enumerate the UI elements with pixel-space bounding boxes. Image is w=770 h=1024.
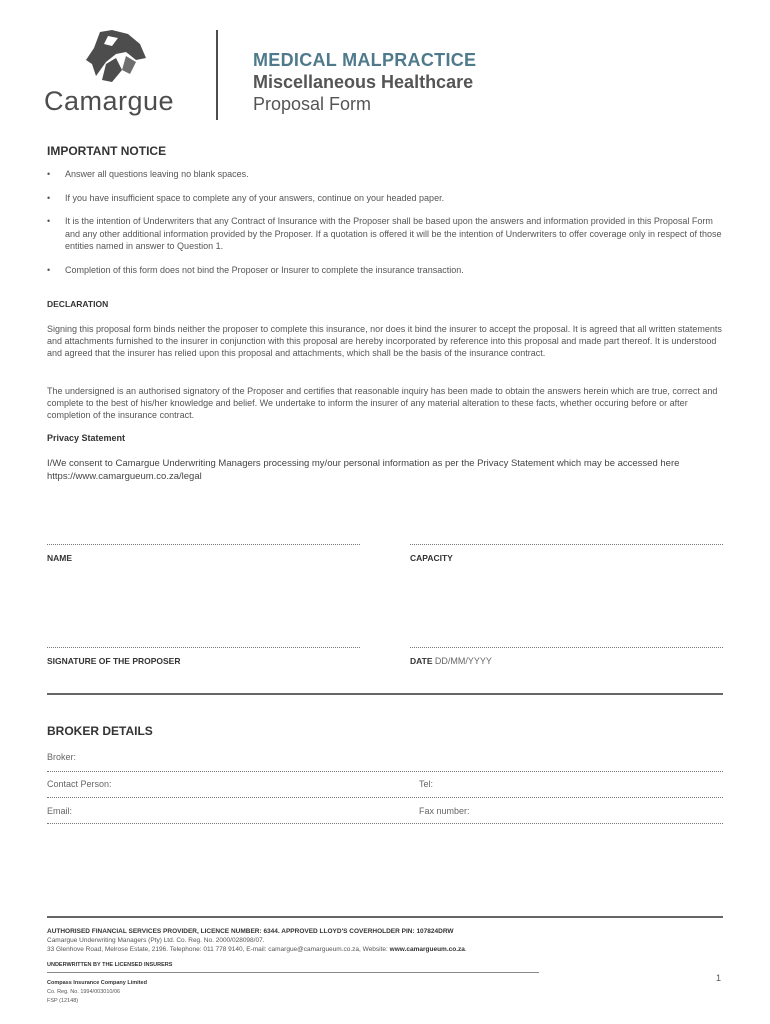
- footer-thin-rule: [47, 972, 539, 973]
- list-item: • It is the intention of Underwriters that any Contract of Insurance with the Proposer shall be based upon the answers and information provided in this Proposal Form and any other additional information provided by the Proposer. If a quotation is offered it will be the intention of Underwriters to offer coverage only in respect of those entities named in answer to Question 1.: [47, 216, 722, 251]
- footer-licence: AUTHORISED FINANCIAL SERVICES PROVIDER, LICENCE NUMBER: 6344. APPROVED LLOYD'S COVERHOLDER PIN: 107824DRW: [47, 928, 454, 935]
- title-medical-malpractice: MEDICAL MALPRACTICE: [253, 50, 477, 70]
- capacity-label: CAPACITY: [410, 553, 453, 563]
- signature-field[interactable]: [47, 647, 360, 648]
- footer-underwritten: UNDERWRITTEN BY THE LICENSED INSURERS: [47, 962, 173, 968]
- section-divider: [47, 693, 723, 695]
- fax-label: Fax number:: [419, 806, 470, 816]
- list-item: • Answer all questions leaving no blank spaces.: [47, 169, 249, 179]
- privacy-heading: Privacy Statement: [47, 433, 126, 443]
- header-divider: [216, 30, 218, 120]
- footer-website-link[interactable]: www.camargueum.co.za: [389, 946, 465, 953]
- title-misc-healthcare: Miscellaneous Healthcare: [253, 72, 474, 92]
- contact-tel-field[interactable]: [47, 797, 723, 798]
- date-field[interactable]: [410, 647, 723, 648]
- footer-divider: [47, 916, 723, 918]
- declaration-paragraph-1: Signing this proposal form binds neither the proposer to complete this insurance, nor does it bind the insurer to accept the proposal. It is agreed that all written statements and attachments furnished to the insurer in conjunction with this proposal are hereby incorporated by reference into this proposal and made part thereof. It is understood and agreed that the insurer has relied upon this proposal and attachments, which shall be the basis of the insurance contract.: [47, 324, 722, 358]
- footer-address: 33 Glenhove Road, Melrose Estate, 2196. Telephone: 011 778 9140, E-mail: camargue@camargueum.co.za, Website: www.camargueum.co.za.: [47, 946, 467, 953]
- footer-insurer-reg: Co. Reg. No. 1994/003010/06: [47, 989, 121, 995]
- broker-label: Broker:: [47, 752, 77, 762]
- email-label: Email:: [47, 806, 73, 816]
- name-label: NAME: [47, 553, 73, 563]
- title-proposal-form: Proposal Form: [253, 94, 372, 114]
- declaration-paragraph-2: The undersigned is an authorised signatory of the Proposer and certifies that reasonable inquiry has been made to obtain the answers herein which are true, correct and complete to the best of his/her knowledge and belief. We undertake to inform the insurer of any material alteration to these facts, whether occuring before or after completion of the insurance contract.: [47, 386, 718, 420]
- declaration-heading: DECLARATION: [47, 299, 109, 309]
- brand-name: Camargue: [44, 86, 175, 116]
- tel-label: Tel:: [419, 779, 434, 789]
- date-label: DATE DD/MM/YYYY: [410, 656, 492, 666]
- horse-head-icon: [82, 30, 148, 86]
- email-fax-field[interactable]: [47, 823, 723, 824]
- page-number: 1: [716, 973, 722, 983]
- important-notice-heading: IMPORTANT NOTICE: [47, 144, 167, 158]
- broker-field[interactable]: [47, 771, 723, 772]
- footer-company-reg: Camargue Underwriting Managers (Pty) Ltd. Co. Reg. No. 2000/028098/07.: [47, 937, 265, 944]
- broker-details-heading: BROKER DETAILS: [47, 724, 153, 738]
- name-field[interactable]: [47, 544, 360, 545]
- signature-label: SIGNATURE OF THE PROPOSER: [47, 656, 181, 666]
- notice-list: [47, 168, 727, 287]
- list-item: • If you have insufficient space to complete any of your answers, continue on your headed paper.: [47, 192, 445, 203]
- contact-person-label: Contact Person:: [47, 779, 112, 789]
- date-format-hint: DD/MM/YYYY: [434, 656, 492, 666]
- list-item: • Completion of this form does not bind the Proposer or Insurer to complete the insurance transaction.: [47, 264, 464, 275]
- privacy-text: I/We consent to Camargue Underwriting Managers processing my/our personal information as per the Privacy Statement which may be accessed here https://www.camargueum.co.za/legal: [47, 458, 680, 482]
- capacity-field[interactable]: [410, 544, 723, 545]
- footer-insurer-fsp: FSP (12148): [47, 998, 79, 1004]
- camargue-logo: [44, 30, 188, 114]
- footer-insurer-name: Compass Insurance Company Limited: [47, 980, 147, 986]
